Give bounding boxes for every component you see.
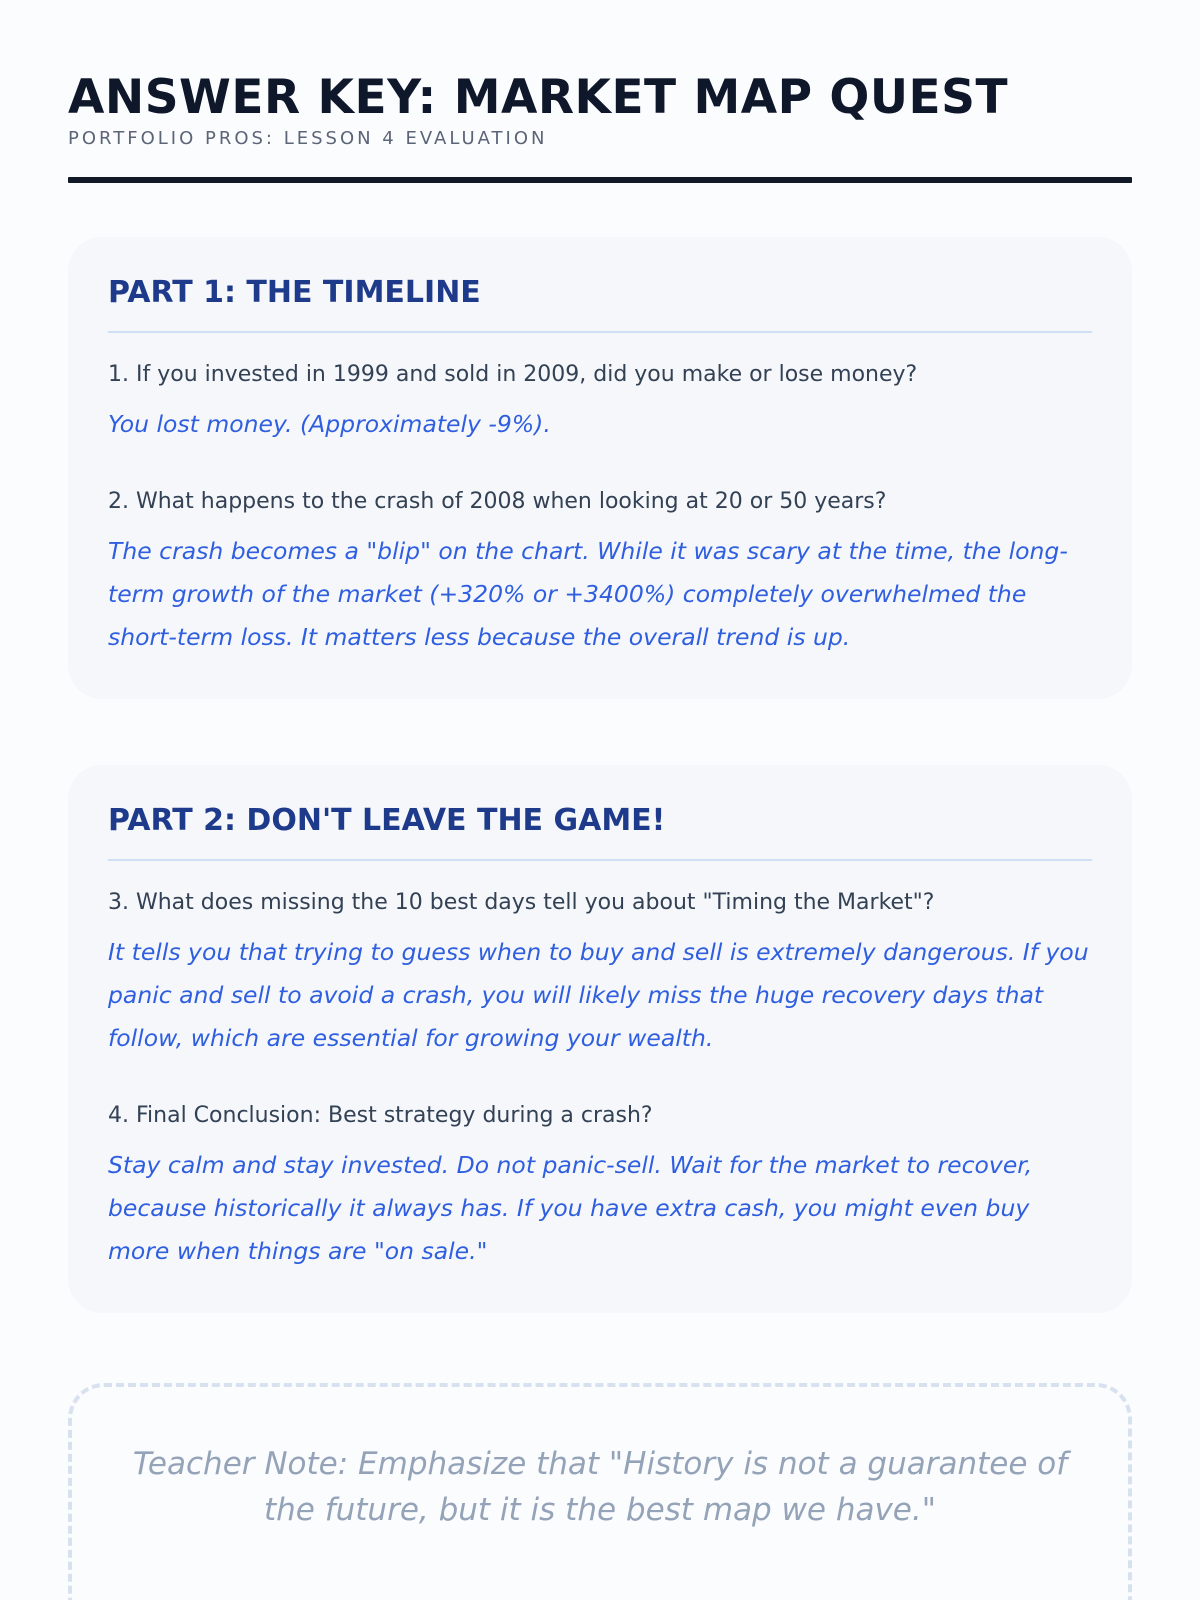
question-3: 3. What does missing the 10 best days tell you about "Timing the Market"?: [108, 890, 935, 915]
teacher-note: Teacher Note: Emphasize that "History is not a guarantee of the future, but it is the best map we have.": [132, 1446, 1068, 1528]
page-subtitle: PORTFOLIO PROS: LESSON 4 EVALUATION: [68, 128, 548, 149]
part-1-card: [68, 237, 1132, 699]
question-block-3: [108, 887, 1092, 1060]
question-block-1: [108, 359, 1092, 446]
header-divider: [68, 177, 1132, 183]
answer-3: It tells you that trying to guess when to buy and sell is extremely dangerous. If you panic and sell to avoid a crash, you will likely miss the huge recovery days that follow, which are essential for growing your wealth.: [108, 938, 1089, 1052]
part-1-heading: PART 1: THE TIMELINE: [108, 273, 1092, 333]
question-2: 2. What happens to the crash of 2008 when looking at 20 or 50 years?: [108, 489, 887, 514]
page-title: ANSWER KEY: MARKET MAP QUEST: [68, 70, 1009, 125]
teacher-note-box: [68, 1383, 1132, 1600]
answer-1: You lost money. (Approximately -9%).: [108, 410, 551, 438]
question-block-4: [108, 1100, 1092, 1273]
question-4: 4. Final Conclusion: Best strategy during a crash?: [108, 1103, 653, 1128]
part-2-heading: PART 2: DON'T LEAVE THE GAME!: [108, 801, 1092, 861]
page-header: [68, 0, 1132, 183]
question-block-2: [108, 486, 1092, 659]
answer-2: The crash becomes a "blip" on the chart. While it was scary at the time, the long-term growth of the market (+320% or +3400%) completely overwhelmed the short-term loss. It matters less because the overall trend is up.: [108, 537, 1068, 651]
question-1: 1. If you invested in 1999 and sold in 2009, did you make or lose money?: [108, 362, 918, 387]
part-2-card: [68, 765, 1132, 1313]
answer-4: Stay calm and stay invested. Do not panic-sell. Wait for the market to recover, because historically it always has. If you have extra cash, you might even buy more when things are "on sale.": [108, 1151, 1033, 1265]
